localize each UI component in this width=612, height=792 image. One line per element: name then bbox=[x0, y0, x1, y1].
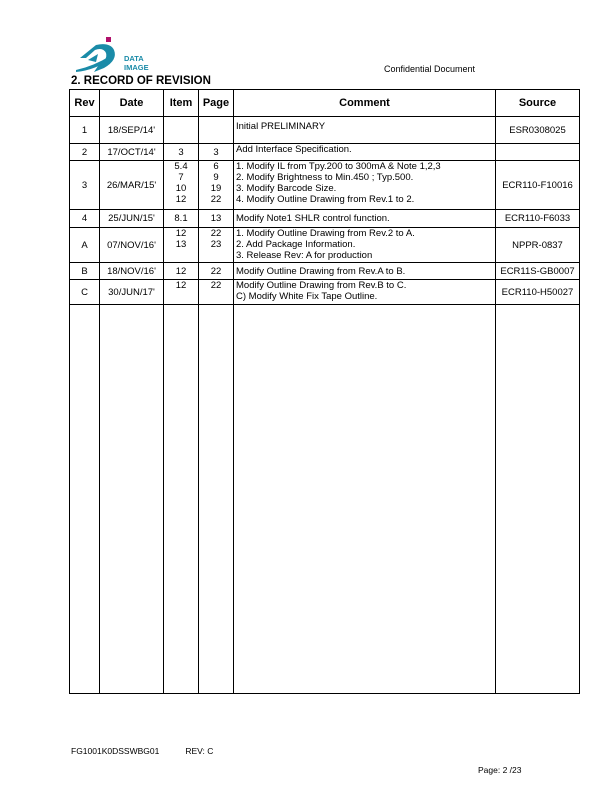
revision-table bbox=[69, 89, 580, 694]
item-cell: 8.1 bbox=[164, 210, 199, 228]
item-cell: 3 bbox=[164, 144, 199, 161]
source-cell: ECR110-F10016 bbox=[496, 161, 580, 210]
source-cell bbox=[496, 144, 580, 161]
table-row bbox=[70, 210, 580, 228]
date-cell: 18/NOV/16' bbox=[100, 263, 164, 280]
col-header-date: Date bbox=[100, 90, 164, 117]
col-header-item: Item bbox=[164, 90, 199, 117]
date-cell: 17/OCT/14' bbox=[100, 144, 164, 161]
empty-table-row bbox=[70, 305, 580, 694]
rev-cell: B bbox=[70, 263, 100, 280]
col-header-page: Page bbox=[199, 90, 234, 117]
comment-cell: Modify Note1 SHLR control function. bbox=[234, 210, 496, 228]
page-cell bbox=[199, 117, 234, 144]
table-row bbox=[70, 228, 580, 263]
col-header-comment: Comment bbox=[234, 90, 496, 117]
page-cell: 22 23 bbox=[199, 228, 234, 263]
date-cell: 30/JUN/17' bbox=[100, 280, 164, 305]
date-cell: 18/SEP/14' bbox=[100, 117, 164, 144]
item-cell bbox=[164, 117, 199, 144]
page-cell: 3 bbox=[199, 144, 234, 161]
date-cell: 07/NOV/16' bbox=[100, 228, 164, 263]
col-header-source: Source bbox=[496, 90, 580, 117]
source-cell: ESR0308025 bbox=[496, 117, 580, 144]
rev-cell: C bbox=[70, 280, 100, 305]
rev-cell: 3 bbox=[70, 161, 100, 210]
doc-rev: REV: C bbox=[185, 746, 214, 756]
table-header-row bbox=[70, 90, 580, 117]
col-header-rev: Rev bbox=[70, 90, 100, 117]
table-row bbox=[70, 280, 580, 305]
comment-cell: Modify Outline Drawing from Rev.B to C. C) Modify White Fix Tape Outline. bbox=[234, 280, 496, 305]
page-cell: 6 9 19 22 bbox=[199, 161, 234, 210]
comment-cell: 1. Modify Outline Drawing from Rev.2 to A. 2. Add Package Information. 3. Release Rev: A for production bbox=[234, 228, 496, 263]
table-row bbox=[70, 144, 580, 161]
logo-wordmark: DATA IMAGE bbox=[124, 54, 149, 72]
page-number: Page: 2 /23 bbox=[478, 765, 522, 775]
item-cell: 12 bbox=[164, 263, 199, 280]
page-cell: 22 bbox=[199, 263, 234, 280]
rev-cell: 2 bbox=[70, 144, 100, 161]
source-cell: ECR110-F6033 bbox=[496, 210, 580, 228]
comment-cell: Modify Outline Drawing from Rev.A to B. bbox=[234, 263, 496, 280]
date-cell: 26/MAR/15' bbox=[100, 161, 164, 210]
confidential-label: Confidential Document bbox=[384, 64, 476, 74]
rev-cell: 4 bbox=[70, 210, 100, 228]
page-cell: 13 bbox=[199, 210, 234, 228]
source-cell: ECR11S-GB0007 bbox=[496, 263, 580, 280]
source-cell: NPPR-0837 bbox=[496, 228, 580, 263]
comment-cell: 1. Modify IL from Tpy.200 to 300mA & Note 1,2,3 2. Modify Brightness to Min.450 ; Typ.500. 3. Modify Barcode Size. 4. Modify Outline Drawing from Rev.1 to 2. bbox=[234, 161, 496, 210]
date-cell: 25/JUN/15' bbox=[100, 210, 164, 228]
comment-cell: Add Interface Specification. bbox=[234, 144, 496, 161]
doc-number: FG1001K0DSSWBG01 bbox=[71, 746, 160, 756]
source-cell: ECR110-H50027 bbox=[496, 280, 580, 305]
comment-cell: Initial PRELIMINARY bbox=[234, 117, 496, 144]
rev-cell: A bbox=[70, 228, 100, 263]
table-row bbox=[70, 117, 580, 144]
item-cell: 12 bbox=[164, 280, 199, 305]
page-cell: 22 bbox=[199, 280, 234, 305]
data-image-logo bbox=[74, 36, 170, 76]
item-cell: 12 13 bbox=[164, 228, 199, 263]
table-row bbox=[70, 161, 580, 210]
section-title: 2. RECORD OF REVISION bbox=[71, 75, 211, 87]
footer-doc-info bbox=[71, 746, 213, 756]
item-cell: 5.4 7 10 12 bbox=[164, 161, 199, 210]
rev-cell: 1 bbox=[70, 117, 100, 144]
table-row bbox=[70, 263, 580, 280]
